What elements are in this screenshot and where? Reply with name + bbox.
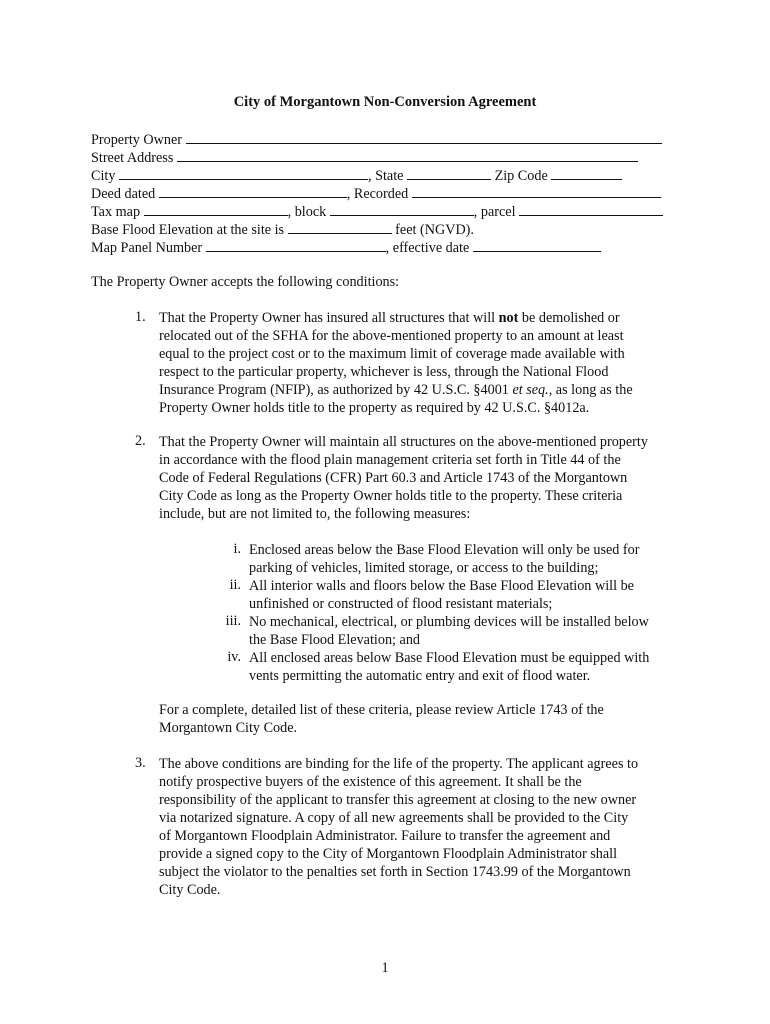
text-line: For a complete, detailed list of these criteria, please review Article 1743 of the	[159, 702, 604, 718]
condition-1	[159, 309, 679, 417]
field-label: , block	[287, 204, 327, 220]
text-line: Property Owner holds title to the property as required by 42 U.S.C. §4012a.	[159, 400, 590, 416]
property-fields	[91, 130, 663, 256]
text-line: Enclosed areas below the Base Flood Elevation will only be used for	[249, 542, 640, 558]
condition-3	[159, 755, 679, 899]
measure-number: i.	[233, 541, 241, 557]
block-blank[interactable]	[330, 202, 474, 216]
text-line: Insurance Program (NFIP), as authorized by 42 U.S.C. §4001 et seq., as long as the	[159, 382, 633, 398]
text-line: via notarized signature. A copy of all new agreements shall be provided to the City	[159, 810, 629, 826]
text-line: All enclosed areas below Base Flood Elevation must be equipped with	[249, 650, 650, 666]
text-line: That the Property Owner has insured all structures that will not be demolished or	[159, 310, 620, 326]
intro-text: The Property Owner accepts the following conditions:	[91, 274, 400, 290]
text-line: equal to the project cost or to the maximum limit of coverage made available with	[159, 346, 625, 362]
text-line: subject the violator to the penalties set forth in Section 1743.99 of the Morgantown	[159, 864, 631, 880]
field-label: Zip Code	[494, 168, 548, 184]
field-city-state-zip	[91, 166, 663, 184]
field-deed	[91, 184, 663, 202]
field-label: feet (NGVD).	[395, 222, 474, 238]
field-property-owner	[91, 130, 663, 148]
text-line: in accordance with the flood plain management criteria set forth in Title 44 of the	[159, 452, 621, 468]
field-map-panel	[91, 238, 663, 256]
field-label: Tax map	[91, 204, 141, 220]
item-number: 3.	[135, 755, 146, 771]
text-line: responsibility of the applicant to transfer this agreement at closing to the new owner	[159, 792, 637, 808]
measure-number: ii.	[229, 577, 241, 593]
text-line: notify prospective buyers of the existence of this agreement. It shall be the	[159, 774, 582, 790]
field-street-address	[91, 148, 663, 166]
state-blank[interactable]	[407, 166, 491, 180]
text-line: Code of Federal Regulations (CFR) Part 60.3 and Article 1743 of the Morgantown	[159, 470, 628, 486]
measure-iii	[249, 613, 689, 649]
text-line: provide a signed copy to the City of Morgantown Floodplain Administrator shall	[159, 846, 618, 862]
field-label: Street Address	[91, 150, 174, 166]
page-number: 1	[381, 960, 389, 976]
text-line: include, but are not limited to, the following measures:	[159, 506, 471, 522]
property-owner-blank[interactable]	[186, 130, 662, 144]
item-number: 2.	[135, 433, 146, 449]
city-blank[interactable]	[119, 166, 368, 180]
bfe-blank[interactable]	[288, 220, 392, 234]
text-line: vents permitting the automatic entry and exit of flood water.	[249, 668, 591, 684]
field-label: Map Panel Number	[91, 240, 203, 256]
text-line: City Code.	[159, 882, 221, 898]
field-label: , parcel	[473, 204, 516, 220]
text-line: No mechanical, electrical, or plumbing devices will be installed below	[249, 614, 649, 630]
field-label: Deed dated	[91, 186, 156, 202]
field-label: , Recorded	[346, 186, 409, 202]
field-label: Base Flood Elevation at the site is	[91, 222, 285, 238]
text-line: That the Property Owner will maintain all structures on the above-mentioned property	[159, 434, 648, 450]
measure-number: iii.	[225, 613, 241, 629]
tax-map-blank[interactable]	[144, 202, 288, 216]
measure-ii	[249, 577, 689, 613]
text-line: respect to the particular property, whichever is less, through the National Flood	[159, 364, 609, 380]
measure-i	[249, 541, 689, 577]
text-line: of Morgantown Floodplain Administrator. Failure to transfer the agreement and	[159, 828, 611, 844]
field-bfe	[91, 220, 663, 238]
text-line: relocated out of the SFHA for the above-mentioned property to an amount at least	[159, 328, 624, 344]
field-label: Property Owner	[91, 132, 183, 148]
text-line: Morgantown City Code.	[159, 720, 298, 736]
text-line: the Base Flood Elevation; and	[249, 632, 421, 648]
field-tax-map	[91, 202, 663, 220]
parcel-blank[interactable]	[519, 202, 663, 216]
zip-blank[interactable]	[551, 166, 622, 180]
text-line: The above conditions are binding for the life of the property. The applicant agrees to	[159, 756, 639, 772]
measure-number: iv.	[227, 649, 241, 665]
map-panel-blank[interactable]	[206, 238, 386, 252]
effective-date-blank[interactable]	[473, 238, 601, 252]
measure-iv	[249, 649, 689, 685]
text-line: unfinished or constructed of flood resistant materials;	[249, 596, 553, 612]
field-label: , State	[368, 168, 404, 184]
field-label: , effective date	[385, 240, 470, 256]
text-line: parking of vehicles, limited storage, or access to the building;	[249, 560, 599, 576]
document-title: City of Morgantown Non-Conversion Agreement	[233, 94, 537, 110]
field-label: City	[91, 168, 116, 184]
deed-dated-blank[interactable]	[159, 184, 347, 198]
text-line: All interior walls and floors below the Base Flood Elevation will be	[249, 578, 634, 594]
recorded-blank[interactable]	[412, 184, 661, 198]
condition-2	[159, 433, 679, 523]
text-line: City Code as long as the Property Owner holds title to the property. These criteria	[159, 488, 623, 504]
street-address-blank[interactable]	[177, 148, 638, 162]
criteria-note	[159, 701, 679, 737]
item-number: 1.	[135, 309, 146, 325]
